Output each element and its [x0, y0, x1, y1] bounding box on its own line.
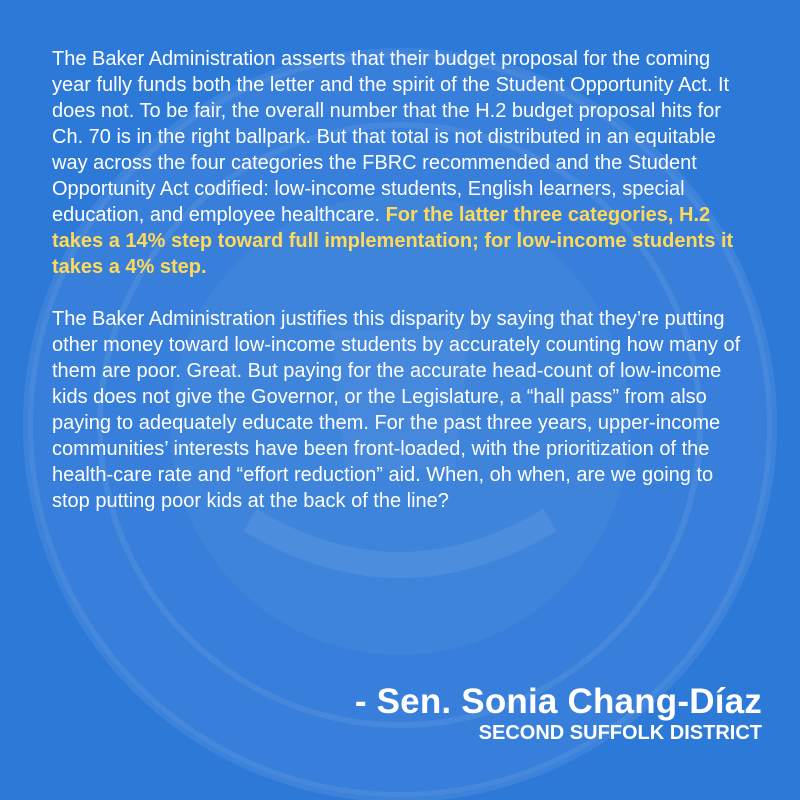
quote-highlight: For the latter three categories, H.2 takes a 14% step toward full implementation; for low-income students it takes a 4% step. — [52, 204, 734, 278]
quote-paragraph-1-text: The Baker Administration asserts that their budget proposal for the coming year fully funds both the letter and the spirit of the Student Opportunity Act. It does not. To be fair, the overall number that the H.2 budget proposal hits for Ch. 70 is in the right ballpark. But that total is not distributed in an equitable way across the four categories the FBRC recommended and the Student Opportunity Act codified: low-income students, English learners, special education, and employee healthcare. — [52, 48, 730, 226]
quote-block — [52, 46, 752, 514]
attribution-block — [355, 683, 762, 745]
senator-name: - Sen. Sonia Chang-Díaz — [354, 682, 762, 721]
district-name: SECOND SUFFOLK DISTRICT — [478, 722, 762, 744]
quote-paragraph-1 — [52, 46, 752, 280]
quote-paragraph-2: The Baker Administration justifies this disparity by saying that they’re putting other money toward low-income students by accurately counting how many of them are poor. Great. But paying for the accurate head-count of low-income kids does not give the Governor, or the Legislature, a “hall pass” from also paying to adequately educate them. For the past three years, upper-income communities’ interests have been front-loaded, with the prioritization of the health-care rate and “effort reduction” aid. When, oh when, are we going to stop putting poor kids at the back of the line? — [52, 308, 741, 512]
